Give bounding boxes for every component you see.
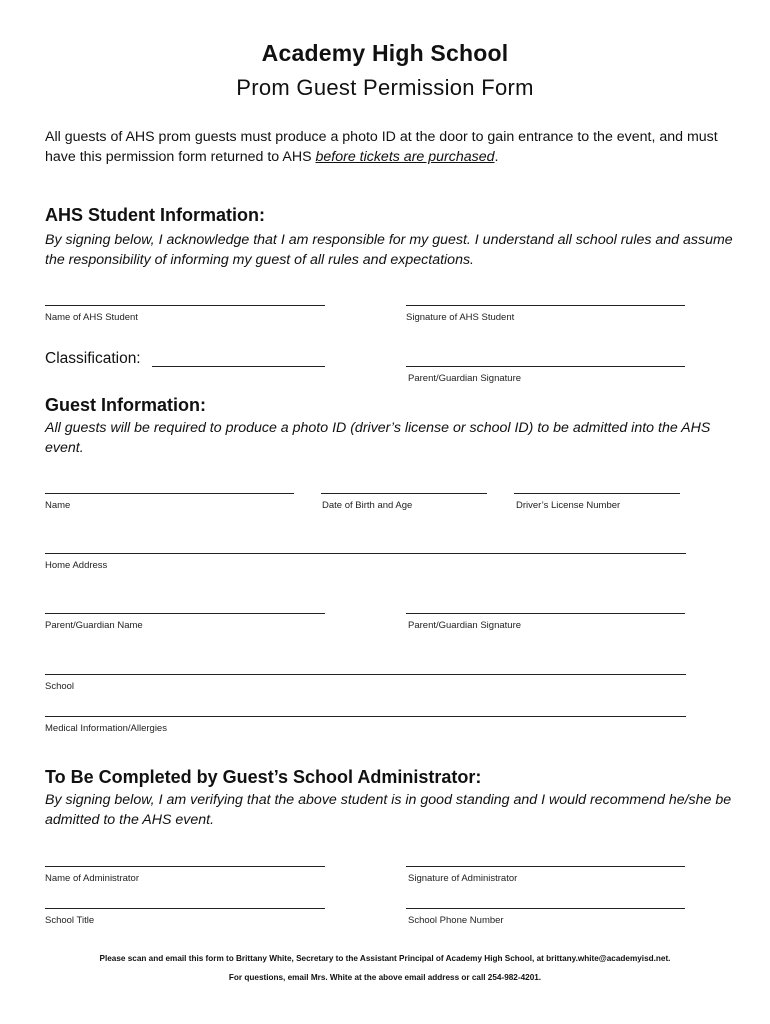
intro-emphasis: before tickets are purchased [315, 149, 495, 165]
guest-school-label: School [45, 681, 75, 692]
admin-title-label: School Title [45, 915, 95, 926]
admin-signature-line[interactable] [406, 866, 685, 867]
student-parent-signature-label: Parent/Guardian Signature [408, 373, 522, 384]
admin-section-heading: To Be Completed by Guest’s School Administrator: [45, 767, 482, 787]
classification-line[interactable] [152, 366, 325, 367]
guest-name-label: Name [45, 500, 71, 511]
guest-address-line[interactable] [45, 553, 686, 554]
guest-name-line[interactable] [45, 493, 294, 494]
student-parent-signature-line[interactable] [406, 366, 685, 367]
intro-text-end: . [494, 149, 499, 165]
guest-address-label: Home Address [45, 560, 108, 571]
guest-section-heading: Guest Information: [45, 395, 206, 415]
guest-dob-line[interactable] [321, 493, 487, 494]
student-name-line[interactable] [45, 305, 325, 306]
admin-name-label: Name of Administrator [45, 873, 139, 884]
admin-phone-line[interactable] [406, 908, 685, 909]
guest-parent-signature-line[interactable] [406, 613, 685, 614]
admin-signature-label: Signature of Administrator [408, 873, 518, 884]
admin-name-line[interactable] [45, 866, 325, 867]
guest-license-label: Driver’s License Number [516, 500, 621, 511]
guest-license-line[interactable] [514, 493, 680, 494]
form-subtitle: Prom Guest Permission Form [236, 75, 534, 100]
footer-instructions: Please scan and email this form to Brittany White, Secretary to the Assistant Principal of Academy High School, at brittany.white@academyisd.net. [99, 954, 671, 963]
student-signature-label: Signature of AHS Student [406, 312, 515, 323]
student-signature-line[interactable] [406, 305, 685, 306]
admin-phone-label: School Phone Number [408, 915, 504, 926]
guest-parent-name-label: Parent/Guardian Name [45, 620, 143, 631]
guest-parent-name-line[interactable] [45, 613, 325, 614]
guest-dob-label: Date of Birth and Age [322, 500, 413, 511]
guest-school-line[interactable] [45, 674, 686, 675]
guest-medical-line[interactable] [45, 716, 686, 717]
student-name-label: Name of AHS Student [45, 312, 138, 323]
admin-title-line[interactable] [45, 908, 325, 909]
admin-section-note: By signing below, I am verifying that the above student is in good standing and I would recommend he/she be admitted to the AHS event. [45, 792, 732, 828]
guest-section-note: All guests will be required to produce a photo ID (driver’s license or school ID) to be admitted into the AHS event. [45, 420, 711, 456]
footer-contact: For questions, email Mrs. White at the above email address or call 254-982-4201. [228, 973, 542, 982]
student-section-heading: AHS Student Information: [45, 205, 265, 225]
guest-parent-signature-label: Parent/Guardian Signature [408, 620, 522, 631]
intro-paragraph [45, 127, 735, 167]
student-section-note: By signing below, I acknowledge that I am responsible for my guest. I understand all school rules and assume the responsibility of informing my guest of all rules and expectations. [45, 232, 733, 268]
classification-label: Classification: [45, 350, 141, 367]
guest-medical-label: Medical Information/Allergies [45, 723, 167, 734]
form-title: Academy High School [261, 40, 509, 66]
intro-text: All guests of AHS prom guests must produce a photo ID at the door to gain entrance to the event, and must have this permission form returned to AHS [45, 129, 718, 165]
